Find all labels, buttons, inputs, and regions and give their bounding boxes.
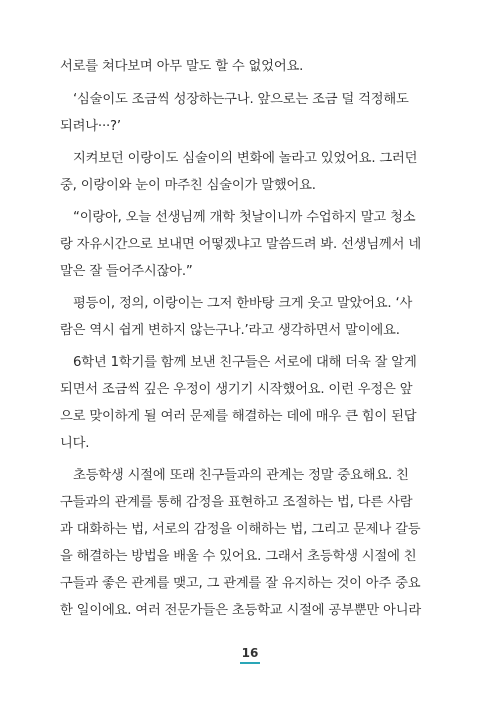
text-line: 지켜보던 이랑이도 심술이의 변화에 놀라고 있었어요. 그러던: [73, 151, 418, 166]
text-line: 말은 잘 들어주시잖아.”: [60, 264, 193, 279]
page-number: 16: [241, 646, 259, 660]
text-line: 을 해결하는 방법을 배울 수 있어요. 그래서 초등학생 시절에 친: [60, 549, 417, 564]
page-number-wrap: [242, 646, 259, 664]
text-line: 중, 이랑이와 눈이 마주친 심술이가 말했어요.: [60, 178, 316, 193]
text-line: 구들과 좋은 관계를 맺고, 그 관계를 잘 유지하는 것이 아주 중요: [60, 576, 421, 591]
text-line: “이랑아, 오늘 선생님께 개학 첫날이니까 수업하지 말고 청소: [73, 210, 416, 225]
page-number-underline: [240, 662, 261, 664]
text-line: 초등학생 시절에 또래 친구들과의 관계는 정말 중요해요. 친: [73, 468, 409, 483]
text-line: 되면서 조금씩 깊은 우정이 생기기 시작했어요. 이런 우정은 앞: [60, 382, 413, 397]
text-line: 구들과의 관계를 통해 감정을 표현하고 조절하는 법, 다른 사람: [60, 495, 413, 510]
text-line: 랑 자유시간으로 보내면 어떻겠냐고 말씀드려 봐. 선생님께서 네: [60, 237, 421, 252]
text-line: 과 대화하는 법, 서로의 감정을 이해하는 법, 그리고 문제나 갈등: [60, 522, 421, 537]
text-line: 람은 역시 쉽게 변하지 않는구나.’라고 생각하면서 말이에요.: [60, 323, 400, 338]
text-line: 한 일이에요. 여러 전문가들은 초등학교 시절에 공부뿐만 아니라: [60, 603, 421, 618]
text-line: 서로를 쳐다보며 아무 말도 할 수 없었어요.: [60, 59, 304, 74]
text-line: 평등이, 정의, 이랑이는 그저 한바탕 크게 웃고 말았어요. ‘사: [73, 296, 413, 311]
text-line: ‘심술이도 조금씩 성장하는구나. 앞으로는 조금 덜 걱정해도: [73, 92, 409, 107]
page-number-footer: [0, 646, 500, 664]
text-line: 으로 맞이하게 될 여러 문제를 해결하는 데에 매우 큰 힘이 된답: [60, 409, 417, 424]
text-line: 니다.: [60, 436, 90, 451]
text-line: 되려나···?’: [60, 119, 121, 134]
text-line: 6학년 1학기를 함께 보낸 친구들은 서로에 대해 더욱 잘 알게: [73, 355, 417, 370]
